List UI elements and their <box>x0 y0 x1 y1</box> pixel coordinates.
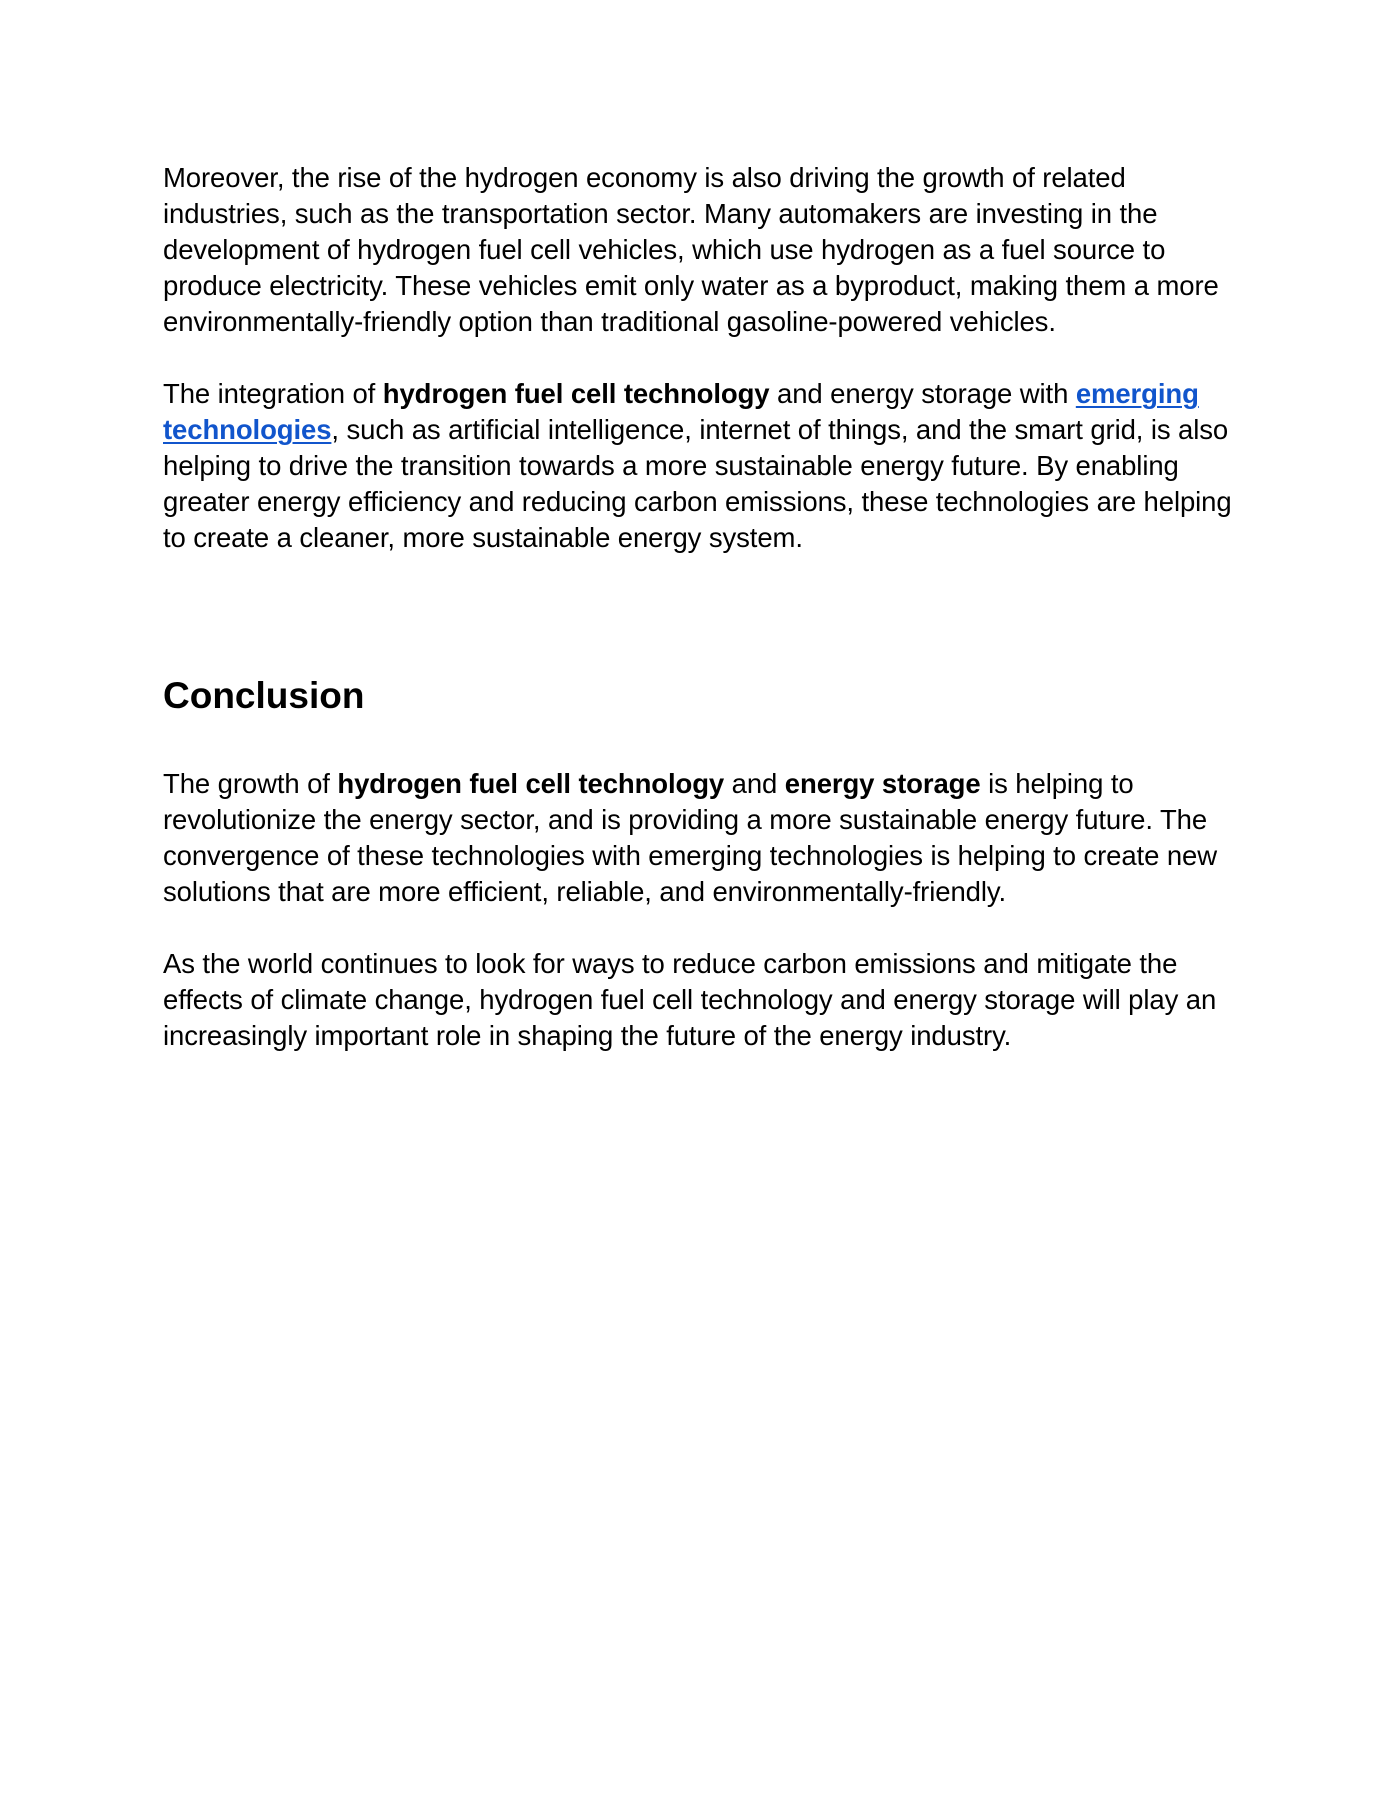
paragraph-text: As the world continues to look for ways to reduce carbon emissions and mitigate the effects of climate change, hydrogen fuel cell technology and energy storage will play an increasingly important role in shaping the future of the energy industry. <box>163 948 1217 1051</box>
emerging-technologies-link[interactable]: emerging technologies <box>163 378 1199 445</box>
paragraph-integration <box>163 376 1238 556</box>
bold-term: hydrogen fuel cell technology <box>382 378 770 409</box>
bold-term: hydrogen fuel cell technology <box>337 768 725 799</box>
paragraph-transportation <box>163 160 1238 340</box>
paragraph-conclusion-growth <box>163 766 1238 910</box>
conclusion-heading: Conclusion <box>163 675 365 716</box>
paragraph-text: The integration of <box>163 378 383 409</box>
paragraph-text: , such as artificial intelligence, internet of things, and the smart grid, is also helping to drive the transition towards a more sustainable energy future. By enabling greater energy efficiency and reducing carbon emissions, these technologies are helping to create a cleaner, more sustainable energy system. <box>163 414 1232 553</box>
paragraph-text: The growth of <box>163 768 338 799</box>
paragraph-conclusion-future <box>163 946 1238 1054</box>
paragraph-text: and <box>724 768 785 799</box>
document-body <box>163 160 1238 1054</box>
bold-term: energy storage <box>784 768 981 799</box>
paragraph-text: and energy storage with <box>769 378 1076 409</box>
paragraph-text: is helping to revolutionize the energy sector, and is providing a more sustainable energy future. The convergence of these technologies with emerging technologies is helping to create new solutions that are more efficient, reliable, and environmentally-friendly. <box>163 768 1217 907</box>
paragraph-text: Moreover, the rise of the hydrogen economy is also driving the growth of related industries, such as the transportation sector. Many automakers are investing in the development of hydrogen fuel cell vehicles, which use hydrogen as a fuel source to produce electricity. These vehicles emit only water as a byproduct, making them a more environmentally-friendly option than traditional gasoline-powered vehicles. <box>163 162 1219 337</box>
